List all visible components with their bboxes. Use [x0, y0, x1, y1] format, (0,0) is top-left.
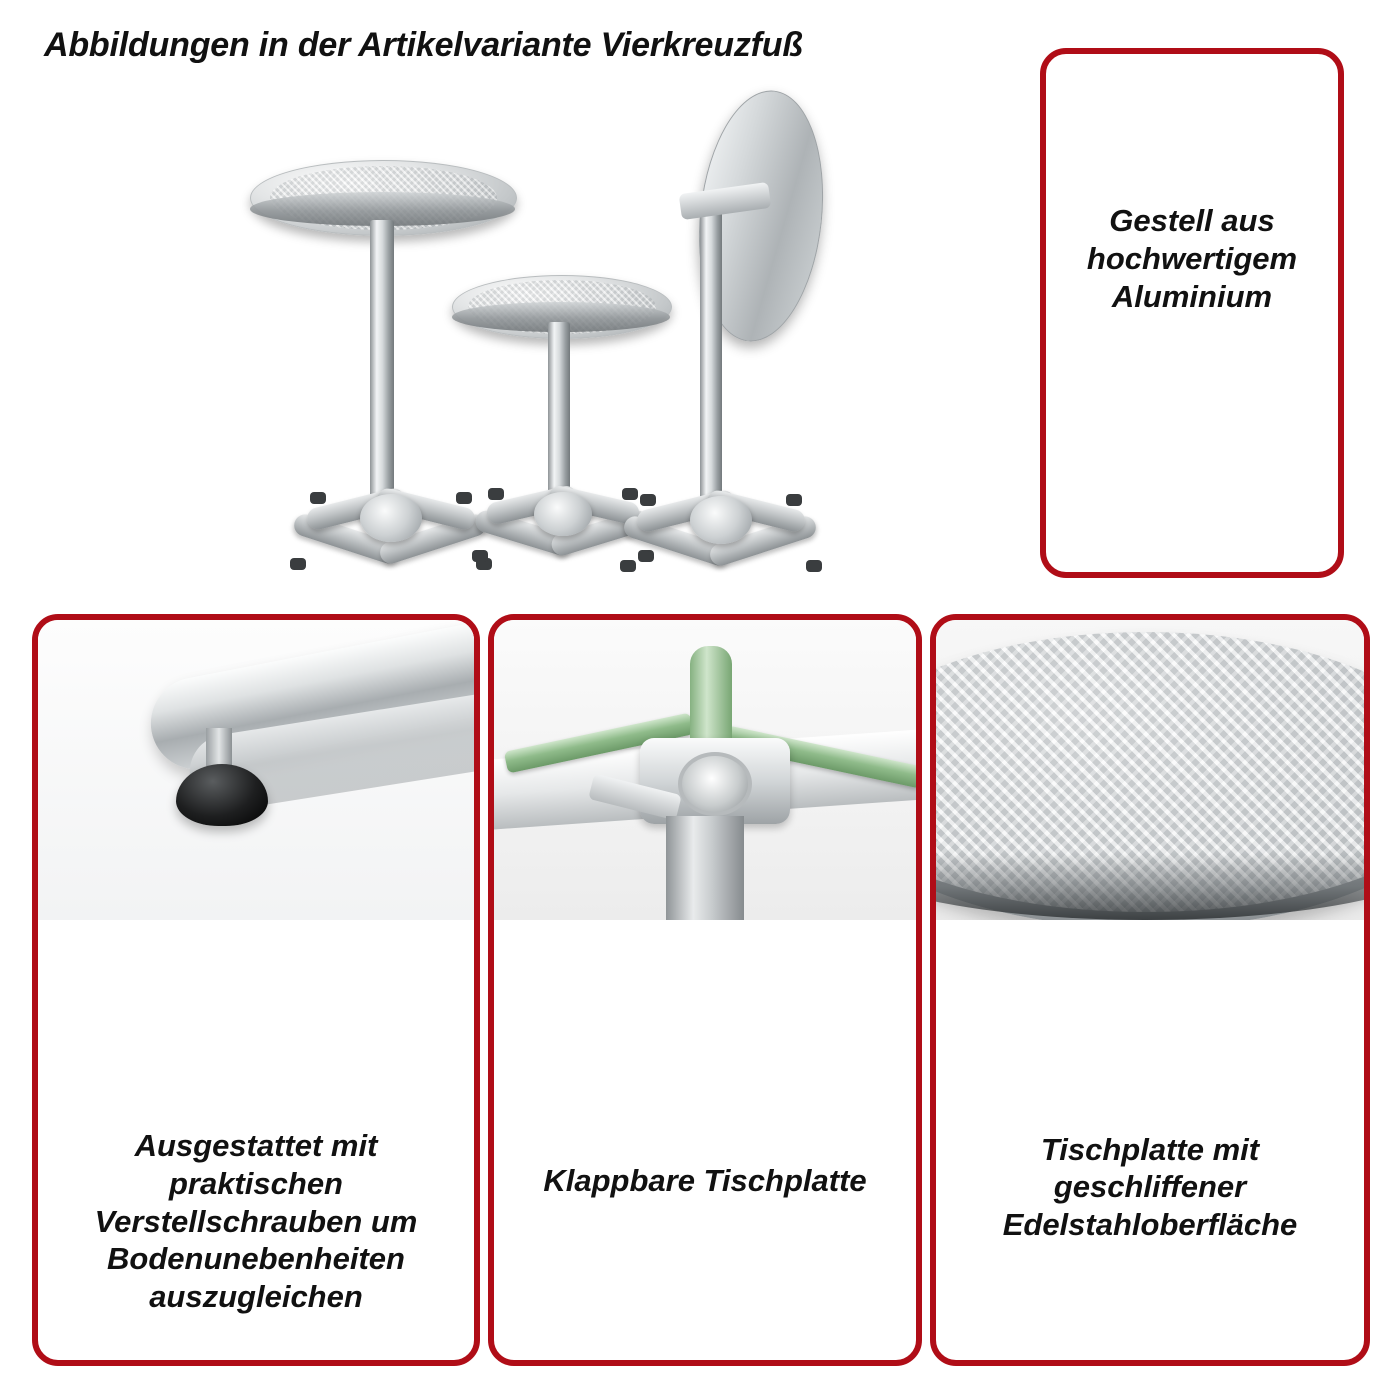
hinge-ring [678, 752, 752, 816]
feature-caption-surface: Tischplatte mit geschliffener Edelstahloberfläche [1002, 1131, 1298, 1243]
cross-foot [290, 470, 490, 580]
page-title: Abbildungen in der Artikelvariante Vierkreuzfuß [44, 26, 803, 64]
photo-adjustable-screw [38, 620, 474, 920]
feature-caption-aluminium: Gestell aus hochwertigem Aluminium [1086, 203, 1298, 314]
photo-folding-mechanism [494, 620, 916, 920]
feature-caption-folding: Klappbare Tischplatte [543, 1163, 867, 1199]
photo-table-top-surface [936, 620, 1364, 920]
feature-box-screws [32, 614, 480, 1366]
product-photo-three-tables [200, 70, 1000, 590]
feature-caption-screws: Ausgestattet mit praktischen Verstellschrauben um Bodenunebenheiten auszugleichen [94, 1127, 418, 1315]
feature-box-surface [930, 614, 1370, 1366]
column-tube [666, 816, 744, 920]
cross-foot [620, 472, 820, 582]
brushed-table-top [936, 632, 1364, 920]
feature-box-aluminium [1040, 48, 1344, 578]
feature-box-folding [488, 614, 922, 1366]
